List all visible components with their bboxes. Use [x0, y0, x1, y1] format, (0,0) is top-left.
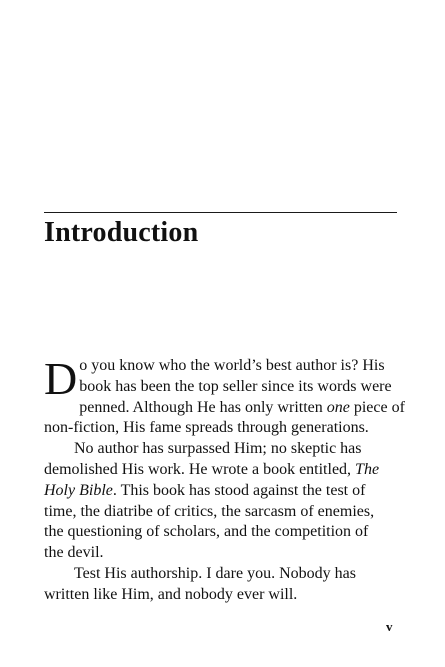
- text-run: piece of: [349, 398, 405, 416]
- text-run: penned. Although He has only written: [79, 398, 327, 416]
- text-line: Test His authorship. I dare you. Nobody has: [74, 564, 356, 582]
- body-text: [44, 353, 405, 606]
- text-line: non-fiction, His fame spreads through generations.: [44, 419, 369, 437]
- text-run: . This book has stood against the test of: [112, 481, 366, 499]
- text-line: o you know who the world’s best author is? His: [79, 357, 385, 374]
- page-number: v: [386, 619, 393, 634]
- emphasis-text: one: [326, 398, 350, 416]
- book-title-italic: Holy Bible: [44, 481, 113, 499]
- text-line: book has been the top seller since its words were: [79, 377, 392, 395]
- drop-cap: D: [44, 353, 78, 404]
- paragraph-1: [44, 353, 405, 439]
- paragraph-2: [44, 439, 399, 564]
- text-line: written like Him, and nobody ever will.: [44, 585, 298, 603]
- paragraph-3: [44, 564, 399, 606]
- text-line: time, the diatribe of critics, the sarcasm of enemies,: [44, 502, 375, 520]
- text-line: [44, 398, 405, 419]
- text-line: the devil.: [44, 544, 104, 562]
- text-line: No author has surpassed Him; no skeptic has: [74, 440, 362, 458]
- text-line: [44, 460, 399, 481]
- book-title-italic: The: [355, 460, 380, 478]
- text-run: demolished His work. He wrote a book entitled,: [44, 460, 356, 478]
- chapter-rule: [44, 212, 397, 213]
- chapter-title: Introduction: [44, 217, 199, 248]
- text-line: [44, 481, 399, 502]
- text-line: the questioning of scholars, and the competition of: [44, 523, 369, 541]
